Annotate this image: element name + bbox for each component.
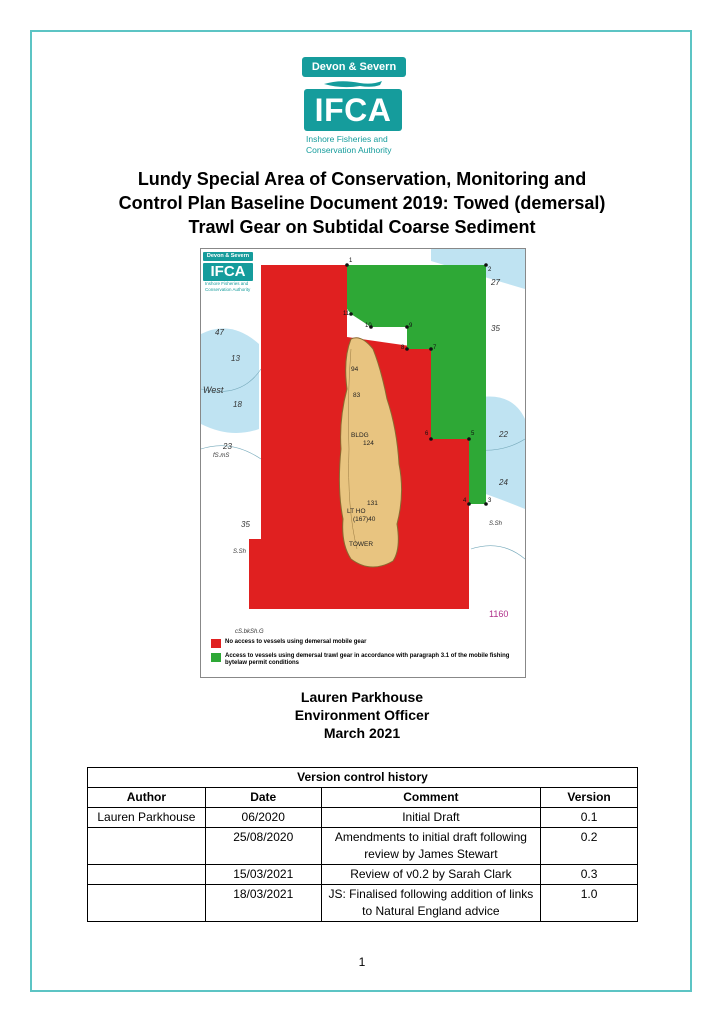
header-comment: Comment (321, 788, 541, 808)
point-label: 9 (409, 323, 413, 329)
seabed-label: S.Sh (233, 549, 247, 555)
cell-author: Lauren Parkhouse (88, 808, 206, 828)
header-author: Author (88, 788, 206, 808)
place-label: West (203, 385, 224, 395)
point-label: 10 (365, 323, 372, 329)
map-legend (211, 639, 521, 672)
lundy-zone-map (200, 248, 526, 678)
height-label: 131 (367, 500, 378, 507)
table-caption-row (88, 768, 638, 788)
seabed-label: cS.bkSh.G (235, 629, 264, 635)
cell-date: 25/08/2020 (205, 828, 321, 865)
legend-label-access: Access to vessels using demersal trawl gear in accordance with paragraph 3.1 of the mobile fishing bytelaw permit conditions (225, 653, 510, 666)
table-row (88, 808, 638, 828)
height-label: 124 (363, 440, 374, 447)
legend-label-no-access: No access to vessels using demersal mobile gear (225, 639, 367, 645)
map-graphic (201, 249, 525, 677)
seabed-label: fS.mS (213, 453, 230, 459)
point-label: 11 (343, 311, 350, 317)
title-line3: Trawl Gear on Subtidal Coarse Sediment (188, 217, 536, 237)
cell-date: 06/2020 (205, 808, 321, 828)
depth-label: 35 (491, 324, 500, 333)
header-date: Date (205, 788, 321, 808)
boundary-point (349, 312, 353, 316)
tower-label: TOWER (349, 541, 374, 548)
table-caption: Version control history (88, 768, 638, 788)
depth-label: 23 (223, 442, 232, 451)
boundary-point (405, 347, 409, 351)
cell-comment: Initial Draft (321, 808, 541, 828)
logo-mark: IFCA (304, 89, 402, 131)
map-logo-sub2: Conservation Authority (205, 287, 251, 292)
author-block (60, 688, 664, 742)
depth-label: 24 (499, 478, 508, 487)
height-label: (167)40 (353, 516, 376, 523)
cell-author (88, 885, 206, 922)
point-label: 8 (401, 345, 405, 351)
depth-contour (471, 546, 525, 559)
point-label: 7 (433, 345, 437, 351)
lighthouse-label: LT HO (347, 508, 366, 515)
chart-number: 1160 (489, 609, 509, 619)
cell-version: 0.3 (541, 865, 638, 885)
point-label: 6 (425, 431, 429, 437)
cell-version: 0.1 (541, 808, 638, 828)
title-line1: Lundy Special Area of Conservation, Monitoring and (137, 169, 587, 189)
height-label: 83 (353, 392, 361, 399)
point-label: 5 (471, 431, 475, 437)
map-logo-sub1: Inshore Fisheries and (205, 281, 249, 286)
legend-item-no-access (211, 639, 521, 648)
point-label: 3 (488, 498, 492, 504)
cell-comment: Review of v0.2 by Sarah Clark (321, 865, 541, 885)
boundary-point (429, 437, 433, 441)
page-number: 1 (358, 955, 366, 969)
cell-version: 0.2 (541, 828, 638, 865)
author-date: March 2021 (323, 725, 401, 741)
depth-label: 13 (231, 354, 240, 363)
depth-label: 27 (491, 278, 500, 287)
map-logo-mark: IFCA (203, 263, 253, 281)
logo-banner: Devon & Severn (302, 57, 406, 77)
logo-subtitle-line1: Inshore Fisheries and (306, 134, 388, 144)
boundary-point (467, 502, 471, 506)
title-line2: Control Plan Baseline Document 2019: Towed (demersal) (118, 193, 606, 213)
header-version: Version (541, 788, 638, 808)
cell-date: 18/03/2021 (205, 885, 321, 922)
logo-subtitle-line2: Conservation Authority (306, 145, 392, 155)
legend-swatch-red (211, 639, 221, 648)
author-role: Environment Officer (294, 707, 430, 723)
cell-version: 1.0 (541, 885, 638, 922)
building-label: BLDG (351, 432, 369, 439)
author-name: Lauren Parkhouse (300, 689, 424, 705)
ifca-logo (302, 57, 406, 165)
point-label: 4 (463, 498, 467, 504)
version-control-table (87, 767, 638, 922)
seabed-label: S.Sh (489, 521, 503, 527)
table-row (88, 885, 638, 922)
depth-label: 35 (241, 520, 250, 529)
cell-author (88, 865, 206, 885)
fish-icon (320, 79, 388, 89)
cell-comment: Amendments to initial draft following review by James Stewart (321, 828, 541, 865)
point-label: 2 (488, 267, 492, 273)
legend-item-access (211, 653, 521, 667)
depth-label: 47 (215, 328, 224, 337)
cell-author (88, 828, 206, 865)
table-header-row (88, 788, 638, 808)
document-title (60, 167, 664, 239)
logo-subtitle (302, 134, 410, 156)
map-ifca-logo (203, 252, 253, 290)
cell-comment: JS: Finalised following addition of links to Natural England advice (321, 885, 541, 922)
depth-label: 22 (499, 430, 508, 439)
depth-label: 18 (233, 400, 242, 409)
map-logo-banner: Devon & Severn (203, 252, 253, 261)
point-label: 1 (349, 258, 353, 264)
legend-swatch-green (211, 653, 221, 662)
table-row (88, 865, 638, 885)
boundary-point (467, 437, 471, 441)
table-row (88, 828, 638, 865)
height-label: 94 (351, 366, 359, 373)
cell-date: 15/03/2021 (205, 865, 321, 885)
